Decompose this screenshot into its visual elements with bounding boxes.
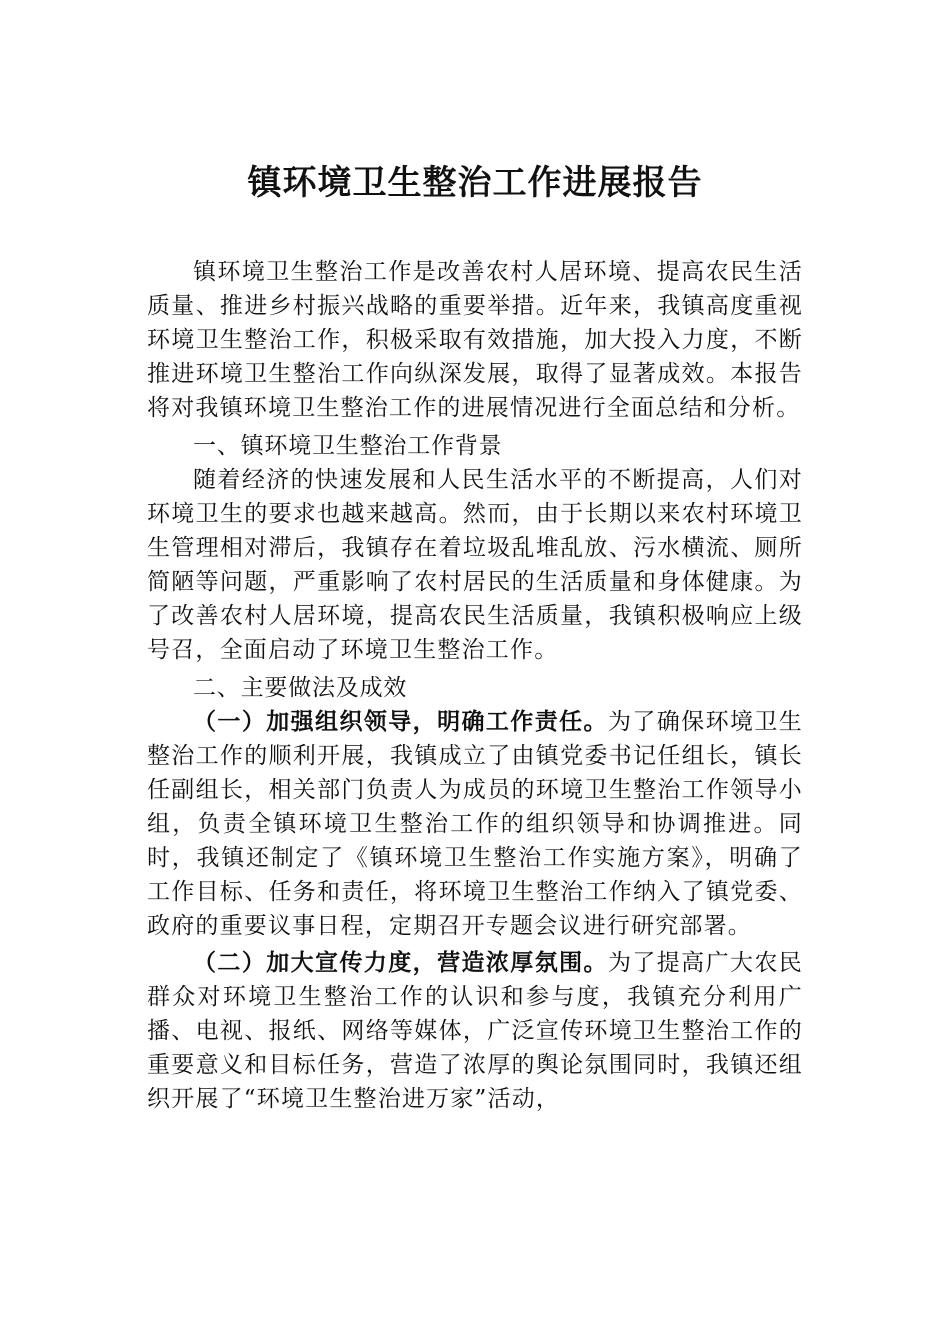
section-2-item-1-text: 为了确保环境卫生整治工作的顺利开展，我镇成立了由镇党委书记任组长，镇长任副组长，相关部门负责人为成员的环境卫生整治工作领导小组，负责全镇环境卫生整治工作的组织领导和协调推进。同时，我镇还制定了《镇环境卫生整治工作实施方案》，明确了工作目标、任务和责任，将环境卫生整治工作纳入了镇党委、政府的重要议事日程，定期召开专题会议进行研究部署。 <box>147 709 803 939</box>
section-2-item-1-lead: （一）加强组织领导，明确工作责任。 <box>193 708 608 735</box>
section-2-heading: 二、主要做法及成效 <box>193 675 408 701</box>
section-1-paragraph: 随着经济的快速发展和人民生活水平的不断提高，人们对环境卫生的要求也越来越高。然而，由于长期以来农村环境卫生管理相对滞后，我镇存在着垃圾乱堆乱放、污水横流、厕所简陋等问题，严重影响了农村居民的生活质量和身体健康。为了改善农村人居环境，提高农民生活质量，我镇积极响应上级号召，全面启动了环境卫生整治工作。 <box>147 467 803 663</box>
section-2-item-1-paragraph <box>147 705 803 943</box>
section-2-item-2-text: 为了提高广大农民群众对环境卫生整治工作的认识和参与度，我镇充分利用广播、电视、报纸、网络等媒体，广泛宣传环境卫生整治工作的重要意义和目标任务，营造了浓厚的舆论氛围同时，我镇还组织开展了“环境卫生整治进万家”活动， <box>147 950 803 1112</box>
document-body <box>147 255 803 1116</box>
section-1-heading: 一、镇环境卫生整治工作背景 <box>193 433 503 459</box>
document-title: 镇环境卫生整治工作进展报告 <box>247 163 703 203</box>
intro-paragraph: 镇环境卫生整治工作是改善农村人居环境、提高农民生活质量、推进乡村振兴战略的重要举措。近年来，我镇高度重视环境卫生整治工作，积极采取有效措施，加大投入力度，不断推进环境卫生整治工作向纵深发展，取得了显著成效。本报告将对我镇环境卫生整治工作的进展情况进行全面总结和分析。 <box>147 259 803 421</box>
section-2-item-2-lead: （二）加大宣传力度，营造浓厚氛围。 <box>193 949 608 976</box>
section-2-item-2-paragraph <box>147 946 803 1116</box>
